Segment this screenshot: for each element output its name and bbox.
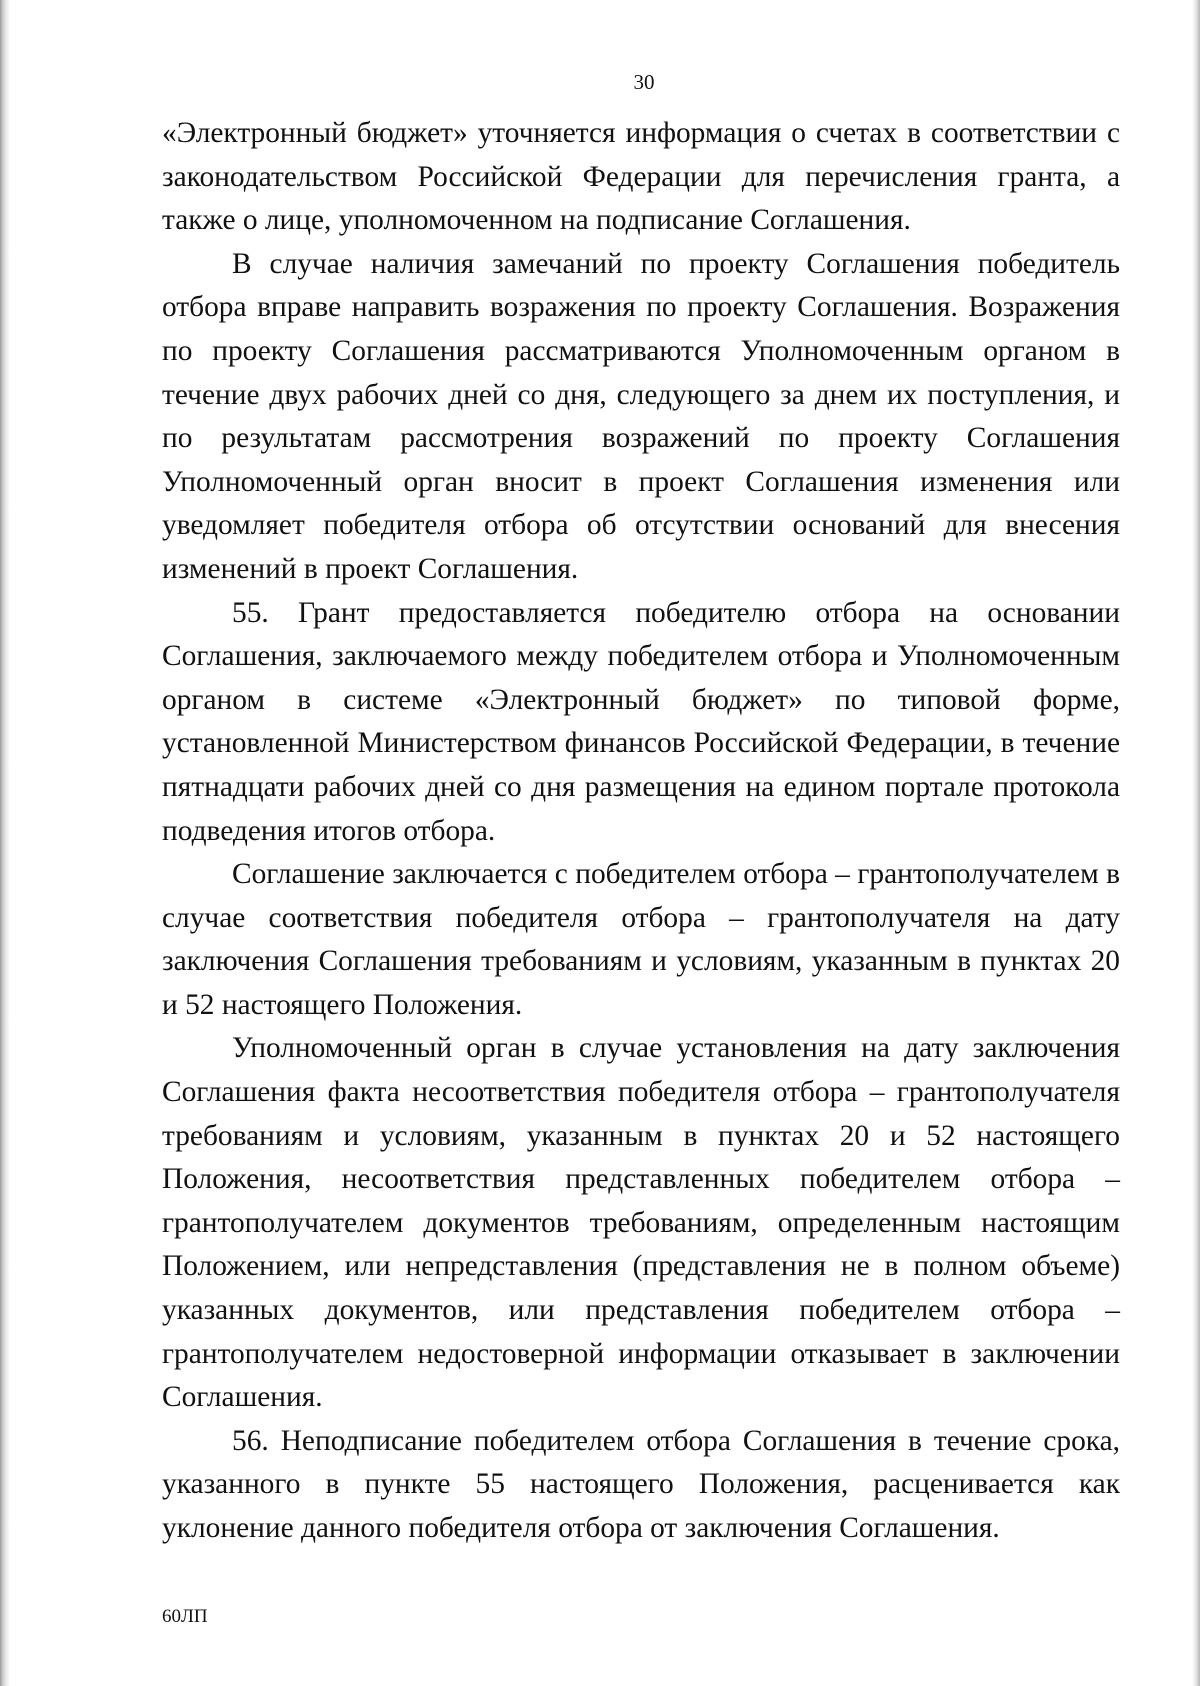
page-number: 30 (633, 70, 655, 94)
scan-edge-left (0, 0, 10, 1686)
paragraph-2: В случае наличия замечаний по проекту Соглашения победитель отбора вправе направить возражения по проекту Соглашения. Возражения по проекту Соглашения рассматриваются Уполномоченным органом в течение двух рабочих дней со дня, следующего за днем их поступления, и по результатам рассмотрения возражений по проекту Соглашения Уполномоченный орган вносит в проект Соглашения изменения или уведомляет победителя отбора об отсутствии оснований для внесения изменений в проект Соглашения. (162, 247, 1120, 585)
paragraph-1: «Электронный бюджет» уточняется информация о счетах в соответствии с законодательством Российской Федерации для перечисления гранта, а также о лице, уполномоченном на подписание Соглашения. (162, 117, 1120, 237)
paragraph-6: 56. Неподписание победителем отбора Соглашения в течение срока, указанного в пункте 55 настоящего Положения, расценивается как уклонение данного победителя отбора от заключения Соглашения. (162, 1424, 1120, 1544)
footer-document-code: 60ЛП (162, 1606, 208, 1627)
document-body (162, 112, 1120, 1551)
paragraph-5: Уполномоченный орган в случае установления на дату заключения Соглашения факта несоответствия победителя отбора – грантополучателя требованиям и условиям, указанным в пунктах 20 и 52 настоящего Положения, несоответствия представленных победителем отбора – грантополучателем документов требованиям, определенным настоящим Положением, или непредставления (представления не в полном объеме) указанных документов, или представления победителем отбора – грантополучателем недостоверной информации отказывает в заключении Соглашения. (162, 1032, 1120, 1414)
scan-edge-right (1192, 0, 1200, 1686)
paragraph-3: 55. Грант предоставляется победителю отбора на основании Соглашения, заключаемого между победителем отбора и Уполномоченным органом в системе «Электронный бюджет» по типовой форме, установленной Министерством финансов Российской Федерации, в течение пятнадцати рабочих дней со дня размещения на едином портале протокола подведения итогов отбора. (162, 596, 1120, 847)
paragraph-4: Соглашение заключается с победителем отбора – грантополучателем в случае соответствия победителя отбора – грантополучателя на дату заключения Соглашения требованиям и условиям, указанным в пунктах 20 и 52 настоящего Положения. (162, 858, 1120, 1021)
